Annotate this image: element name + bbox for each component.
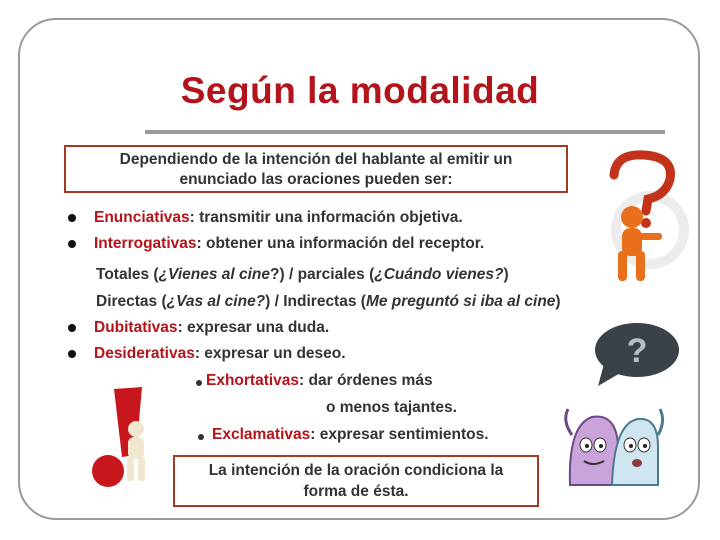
interrogative-examples-1 [96, 266, 509, 284]
example-text: Totales ( [96, 266, 159, 283]
svg-text:?: ? [626, 332, 648, 370]
cartoon-characters-icon [560, 395, 668, 490]
subitem-term: Exclamativas [212, 426, 311, 443]
example-text: Directas ( [96, 293, 167, 310]
item-desiderativas [94, 345, 346, 363]
item-term: Dubitativas [94, 319, 178, 336]
example-text: ) [503, 266, 509, 283]
example-italic: ¿Vas al cine? [166, 293, 266, 310]
subitem-term: Exhortativas [206, 372, 300, 389]
conclusion-line-1: La intención de la oración condiciona la [208, 462, 504, 479]
subitem-desc: : expresar sentimientos. [310, 426, 489, 443]
example-text: ) [555, 293, 561, 310]
item-enunciativas [94, 209, 463, 227]
bullet-dot [68, 240, 76, 248]
bullet-dot [68, 324, 76, 332]
subitem-exhortativas [206, 372, 433, 390]
subitem-exclamativas [212, 426, 489, 444]
question-mark-figure-icon [592, 145, 692, 295]
item-desc: : transmitir una información objetiva. [189, 209, 463, 226]
intro-line-2: enunciado las oraciones pueden ser: [179, 171, 453, 188]
title-divider [145, 130, 665, 134]
item-term: Interrogativas [94, 235, 197, 252]
item-term: Desiderativas [94, 345, 195, 362]
example-italic: Me preguntó si iba al cine [365, 293, 556, 310]
item-desc: : expresar una duda. [177, 319, 330, 336]
example-text: ?) / parciales ( [270, 266, 375, 283]
sub-bullet-dot [196, 380, 202, 386]
example-text: ) / Indirectas ( [265, 293, 366, 310]
item-desc: : expresar un deseo. [194, 345, 346, 362]
example-italic: ¿Vienes al cine [158, 266, 271, 283]
intro-line-1: Dependiendo de la intención del hablante al emitir un [119, 151, 513, 168]
subitem-exhortativas-cont: o menos tajantes. [326, 399, 457, 416]
example-italic: ¿Cuándo vienes? [374, 266, 504, 283]
question-bubble-icon [592, 320, 682, 390]
item-interrogativas [94, 235, 484, 253]
conclusion-box [173, 455, 539, 507]
exclamation-figure-icon [80, 385, 170, 495]
sub-bullet-dot [198, 434, 204, 440]
bullet-dot [68, 350, 76, 358]
intro-box [64, 145, 568, 193]
item-desc: : obtener una información del receptor. [196, 235, 485, 252]
interrogative-examples-2 [96, 293, 561, 311]
item-term: Enunciativas [94, 209, 190, 226]
subitem-desc: : dar órdenes más [299, 372, 433, 389]
slide-title: Según la modalidad [180, 70, 540, 111]
conclusion-line-2: forma de ésta. [303, 483, 409, 500]
bullet-dot [68, 214, 76, 222]
item-dubitativas [94, 319, 329, 337]
